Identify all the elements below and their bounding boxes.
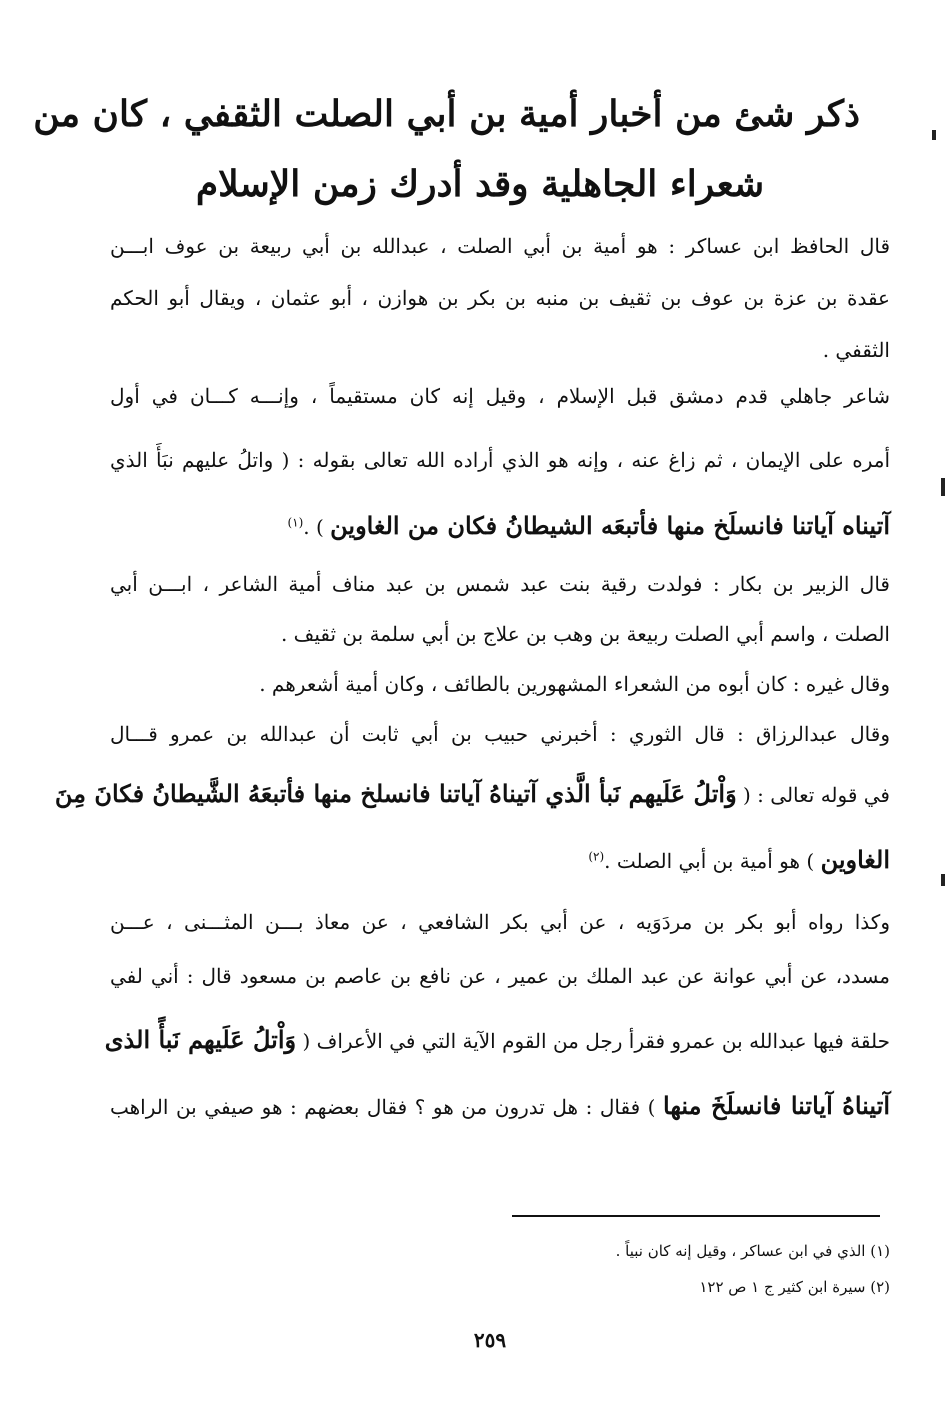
margin-mark — [932, 130, 936, 140]
footnote-ref-1: (١) — [287, 515, 304, 530]
paragraph-1-line-3: الثقفي . — [822, 338, 890, 362]
paragraph-4: وقال غيره : كان أبوه من الشعراء المشهورين بالطائف ، وكان أمية أشعرهم . — [259, 672, 890, 696]
paragraph-2-line-1: شاعر جاهلي قدم دمشق قبل الإسلام ، وقيل إنه كان مستقيماً ، وإنـــه كـــان في أول — [110, 384, 890, 408]
paragraph-1-line-2: عقدة بن عزة بن عوف بن ثقيف بن منبه بن بكر بن هوازن ، أبو عثمان ، ويقال أبو الحكم — [110, 286, 890, 310]
paragraph-6-line-1: وكذا رواه أبو بكر بن مردَوَيه ، عن أبي بكر الشافعي ، عن معاذ بـــن المثـــنى ، عـــن — [110, 910, 890, 934]
quran-verse: الغاوين — [820, 845, 890, 874]
paragraph-2-line-2: أمره على الإيمان ، ثم زاغ عنه ، وإنه هو الذي أراده الله تعالى بقوله : ( واتلُ عليهم نبَأَ الذي — [110, 448, 890, 472]
quran-verse: آتيناهُ آياتنا فانسلَخَ منها — [663, 1091, 890, 1120]
verse-intro: حلقة فيها عبدالله بن عمرو فقرأ رجل من القوم الآية التي في الأعراف ( — [296, 1029, 890, 1053]
paragraph-3-line-2: الصلت ، واسم أبي الصلت ربيعة بن وهب بن علاج بن أبي سلمة بن ثقيف . — [280, 622, 890, 646]
footnote-1: (١) الذي في ابن عساكر ، وقيل إنه كان نبياً . — [615, 1242, 890, 1260]
verse-close: ) . — [303, 515, 331, 539]
footnote-2: (٢) سيرة ابن كثير ج ١ ص ١٢٢ — [699, 1278, 890, 1296]
paragraph-2-line-3 — [110, 511, 890, 540]
paragraph-5-line-3 — [110, 845, 890, 874]
verse-continuation: ) هو أمية بن أبي الصلت . — [604, 849, 821, 873]
paragraph-5-line-2 — [54, 779, 890, 808]
quran-verse: وَاْتلُ عَلَيهم نَبأً الذى — [104, 1025, 297, 1054]
page-number: ٢٥٩ — [473, 1328, 507, 1352]
paragraph-5-line-1: وقال عبدالرزاق : قال الثوري : أخبرني حبيب بن أبي ثابت أن عبدالله بن عمرو قـــال — [110, 722, 890, 746]
paragraph-6-line-3 — [104, 1025, 890, 1054]
chapter-title-line-1: ذكر شئ من أخبار أمية بن أبي الصلت الثقفي ، كان من — [33, 93, 860, 135]
quran-verse: آتيناه آياتنا فانسلَخ منها فأتبعَه الشيطانُ فكان من الغاوين — [330, 511, 890, 540]
paragraph-6-line-2: مسدد، عن أبي عوانة عن عبد الملك بن عمير ، عن نافع بن عاصم بن مسعود قال : أني لفي — [110, 964, 890, 988]
paragraph-3-line-1: قال الزبير بن بكار : فولدت رقية بنت عبد شمس بن عبد مناف أمية الشاعر ، ابـــن أبي — [110, 572, 890, 596]
chapter-title-line-2: شعراء الجاهلية وقد أدرك زمن الإسلام — [195, 163, 765, 205]
verse-continuation: ) فقال : هل تدرون من هو ؟ فقال بعضهم : هو صيفي بن الراهب — [110, 1095, 664, 1119]
margin-mark — [941, 478, 945, 496]
verse-intro: في قوله تعالى : ( — [736, 783, 890, 807]
footnote-separator — [512, 1215, 880, 1217]
quran-verse: وَاْتلُ عَلَيهم نَبأ الَّذي آتيناهُ آياتنا فانسلخ منها فأتبعَهُ الشَّيطانُ فكانَ مِنَ — [54, 779, 737, 808]
paragraph-6-line-4 — [110, 1091, 890, 1120]
footnote-ref-2: (٢) — [588, 849, 605, 864]
margin-mark — [941, 874, 945, 886]
paragraph-1-line-1: قال الحافظ ابن عساكر : هو أمية بن أبي الصلت ، عبدالله بن أبي ربيعة بن عوف ابـــن — [110, 234, 890, 258]
